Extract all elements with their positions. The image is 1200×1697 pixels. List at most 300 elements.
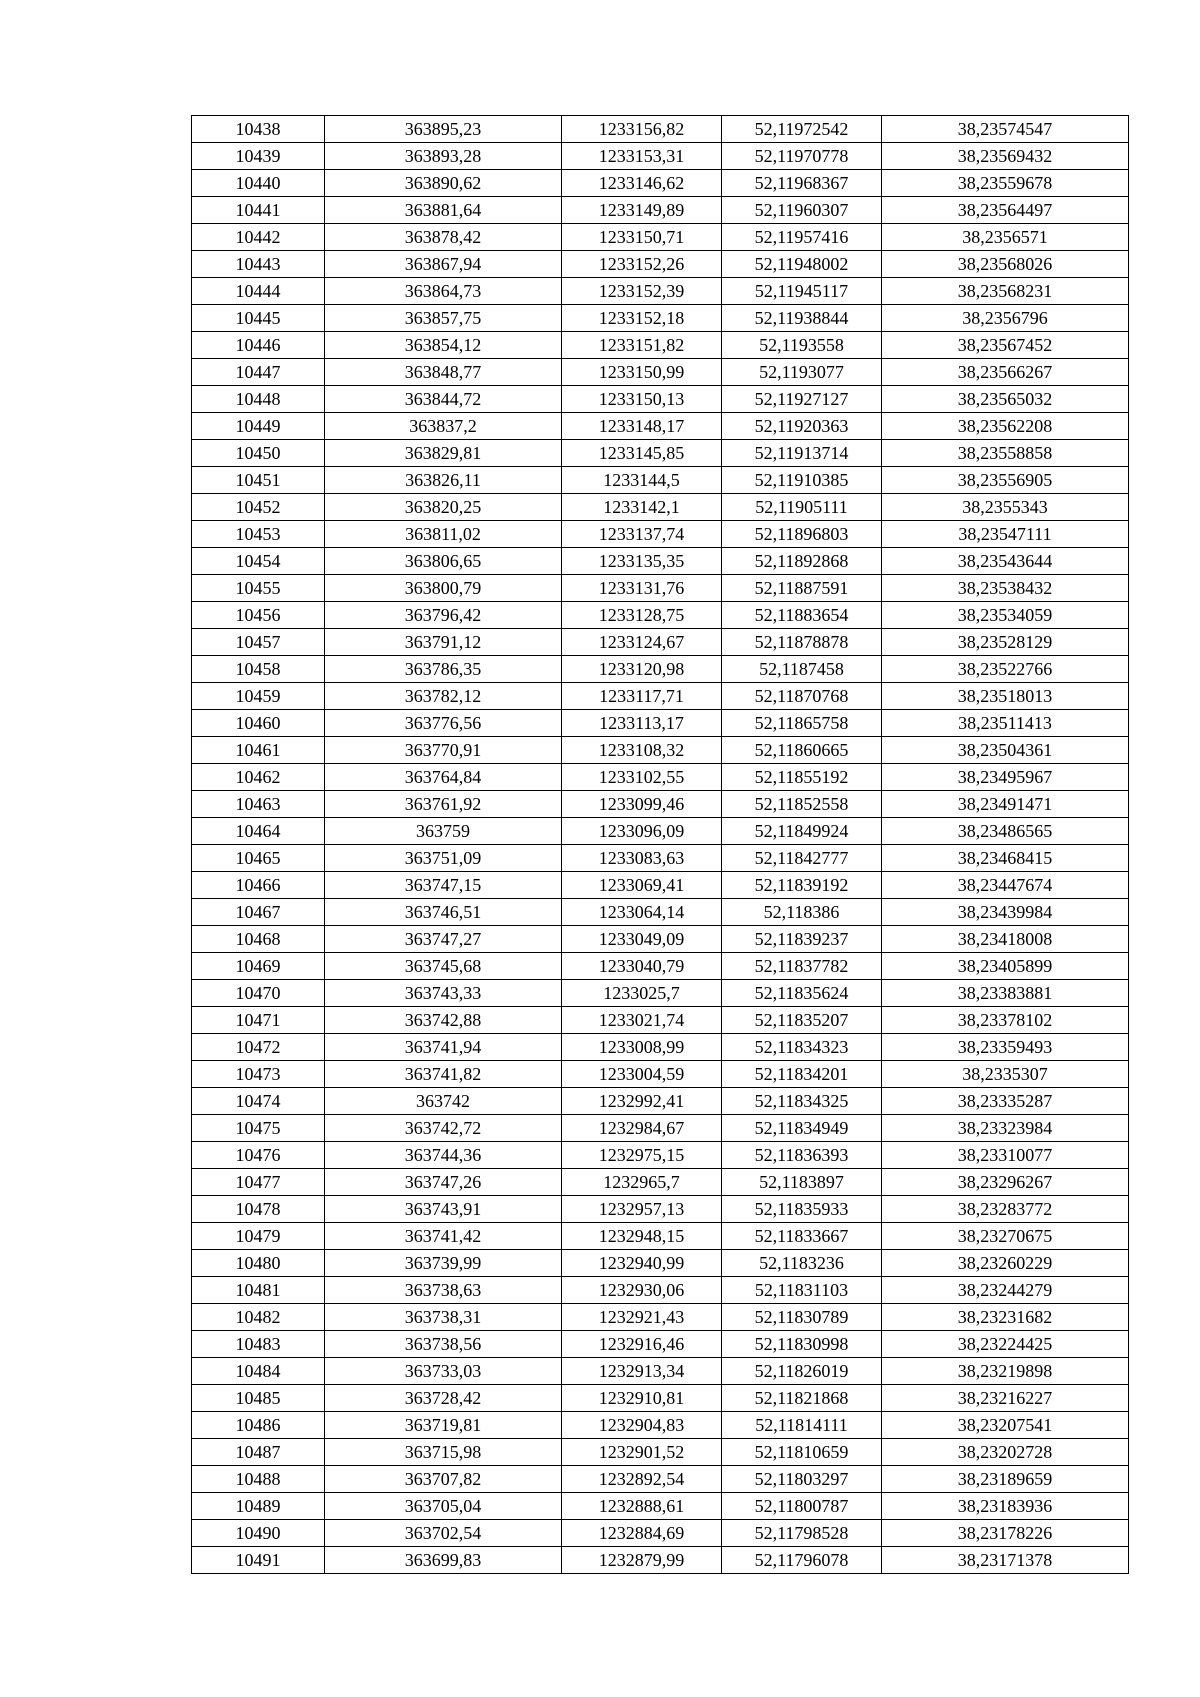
x-coordinate-cell: 363699,83 [325, 1547, 562, 1574]
point-number-cell: 10473 [192, 1061, 325, 1088]
point-number-cell: 10463 [192, 791, 325, 818]
latitude-cell: 52,11796078 [722, 1547, 882, 1574]
x-coordinate-cell: 363743,91 [325, 1196, 562, 1223]
longitude-cell: 38,23405899 [882, 953, 1129, 980]
table-row [192, 305, 1129, 332]
table-row [192, 494, 1129, 521]
y-coordinate-cell: 1232965,7 [562, 1169, 722, 1196]
table-row [192, 683, 1129, 710]
longitude-cell: 38,23566267 [882, 359, 1129, 386]
x-coordinate-cell: 363811,02 [325, 521, 562, 548]
x-coordinate-cell: 363747,27 [325, 926, 562, 953]
y-coordinate-cell: 1233131,76 [562, 575, 722, 602]
latitude-cell: 52,11837782 [722, 953, 882, 980]
longitude-cell: 38,23574547 [882, 116, 1129, 143]
latitude-cell: 52,11830998 [722, 1331, 882, 1358]
point-number-cell: 10465 [192, 845, 325, 872]
y-coordinate-cell: 1233113,17 [562, 710, 722, 737]
table-row [192, 1520, 1129, 1547]
y-coordinate-cell: 1233150,13 [562, 386, 722, 413]
y-coordinate-cell: 1233025,7 [562, 980, 722, 1007]
x-coordinate-cell: 363738,31 [325, 1304, 562, 1331]
y-coordinate-cell: 1233153,31 [562, 143, 722, 170]
table-row [192, 1007, 1129, 1034]
longitude-cell: 38,23447674 [882, 872, 1129, 899]
longitude-cell: 38,23260229 [882, 1250, 1129, 1277]
point-number-cell: 10454 [192, 548, 325, 575]
latitude-cell: 52,11835207 [722, 1007, 882, 1034]
y-coordinate-cell: 1232992,41 [562, 1088, 722, 1115]
longitude-cell: 38,23543644 [882, 548, 1129, 575]
latitude-cell: 52,11865758 [722, 710, 882, 737]
latitude-cell: 52,11834949 [722, 1115, 882, 1142]
longitude-cell: 38,2355343 [882, 494, 1129, 521]
point-number-cell: 10438 [192, 116, 325, 143]
longitude-cell: 38,23534059 [882, 602, 1129, 629]
x-coordinate-cell: 363761,92 [325, 791, 562, 818]
longitude-cell: 38,23189659 [882, 1466, 1129, 1493]
latitude-cell: 52,11839192 [722, 872, 882, 899]
latitude-cell: 52,11905111 [722, 494, 882, 521]
x-coordinate-cell: 363743,33 [325, 980, 562, 1007]
longitude-cell: 38,23468415 [882, 845, 1129, 872]
table-row [192, 629, 1129, 656]
latitude-cell: 52,11835933 [722, 1196, 882, 1223]
point-number-cell: 10461 [192, 737, 325, 764]
latitude-cell: 52,11834325 [722, 1088, 882, 1115]
latitude-cell: 52,1187458 [722, 656, 882, 683]
table-row [192, 1115, 1129, 1142]
table-row [192, 845, 1129, 872]
x-coordinate-cell: 363733,03 [325, 1358, 562, 1385]
y-coordinate-cell: 1233146,62 [562, 170, 722, 197]
latitude-cell: 52,11803297 [722, 1466, 882, 1493]
table-row [192, 818, 1129, 845]
point-number-cell: 10458 [192, 656, 325, 683]
y-coordinate-cell: 1233150,99 [562, 359, 722, 386]
point-number-cell: 10475 [192, 1115, 325, 1142]
y-coordinate-cell: 1233144,5 [562, 467, 722, 494]
point-number-cell: 10448 [192, 386, 325, 413]
y-coordinate-cell: 1233064,14 [562, 899, 722, 926]
point-number-cell: 10466 [192, 872, 325, 899]
y-coordinate-cell: 1233102,55 [562, 764, 722, 791]
table-row [192, 872, 1129, 899]
table-row [192, 899, 1129, 926]
x-coordinate-cell: 363741,94 [325, 1034, 562, 1061]
longitude-cell: 38,23178226 [882, 1520, 1129, 1547]
point-number-cell: 10462 [192, 764, 325, 791]
x-coordinate-cell: 363848,77 [325, 359, 562, 386]
point-number-cell: 10480 [192, 1250, 325, 1277]
latitude-cell: 52,11883654 [722, 602, 882, 629]
table-row [192, 1088, 1129, 1115]
table-row [192, 602, 1129, 629]
latitude-cell: 52,11834323 [722, 1034, 882, 1061]
latitude-cell: 52,1193558 [722, 332, 882, 359]
latitude-cell: 52,11960307 [722, 197, 882, 224]
table-row [192, 521, 1129, 548]
point-number-cell: 10452 [192, 494, 325, 521]
latitude-cell: 52,1193077 [722, 359, 882, 386]
table-row [192, 1385, 1129, 1412]
table-row [192, 116, 1129, 143]
latitude-cell: 52,11852558 [722, 791, 882, 818]
x-coordinate-cell: 363796,42 [325, 602, 562, 629]
point-number-cell: 10439 [192, 143, 325, 170]
point-number-cell: 10485 [192, 1385, 325, 1412]
longitude-cell: 38,23439984 [882, 899, 1129, 926]
latitude-cell: 52,11834201 [722, 1061, 882, 1088]
x-coordinate-cell: 363738,63 [325, 1277, 562, 1304]
x-coordinate-cell: 363782,12 [325, 683, 562, 710]
point-number-cell: 10447 [192, 359, 325, 386]
latitude-cell: 52,11833667 [722, 1223, 882, 1250]
point-number-cell: 10478 [192, 1196, 325, 1223]
longitude-cell: 38,23562208 [882, 413, 1129, 440]
x-coordinate-cell: 363895,23 [325, 116, 562, 143]
table-row [192, 980, 1129, 1007]
y-coordinate-cell: 1233137,74 [562, 521, 722, 548]
point-number-cell: 10474 [192, 1088, 325, 1115]
latitude-cell: 52,11835624 [722, 980, 882, 1007]
longitude-cell: 38,2335307 [882, 1061, 1129, 1088]
y-coordinate-cell: 1233004,59 [562, 1061, 722, 1088]
y-coordinate-cell: 1232879,99 [562, 1547, 722, 1574]
y-coordinate-cell: 1233083,63 [562, 845, 722, 872]
y-coordinate-cell: 1232904,83 [562, 1412, 722, 1439]
latitude-cell: 52,11920363 [722, 413, 882, 440]
point-number-cell: 10442 [192, 224, 325, 251]
point-number-cell: 10472 [192, 1034, 325, 1061]
x-coordinate-cell: 363826,11 [325, 467, 562, 494]
y-coordinate-cell: 1233040,79 [562, 953, 722, 980]
point-number-cell: 10484 [192, 1358, 325, 1385]
latitude-cell: 52,11821868 [722, 1385, 882, 1412]
table-row [192, 575, 1129, 602]
point-number-cell: 10483 [192, 1331, 325, 1358]
x-coordinate-cell: 363837,2 [325, 413, 562, 440]
table-row [192, 170, 1129, 197]
point-number-cell: 10481 [192, 1277, 325, 1304]
x-coordinate-cell: 363742 [325, 1088, 562, 1115]
point-number-cell: 10449 [192, 413, 325, 440]
y-coordinate-cell: 1233151,82 [562, 332, 722, 359]
point-number-cell: 10456 [192, 602, 325, 629]
x-coordinate-cell: 363759 [325, 818, 562, 845]
latitude-cell: 52,11896803 [722, 521, 882, 548]
table-row [192, 1196, 1129, 1223]
table-row [192, 1547, 1129, 1574]
longitude-cell: 38,23495967 [882, 764, 1129, 791]
x-coordinate-cell: 363776,56 [325, 710, 562, 737]
point-number-cell: 10489 [192, 1493, 325, 1520]
x-coordinate-cell: 363820,25 [325, 494, 562, 521]
y-coordinate-cell: 1233145,85 [562, 440, 722, 467]
table-row [192, 1061, 1129, 1088]
y-coordinate-cell: 1232913,34 [562, 1358, 722, 1385]
table-row [192, 1493, 1129, 1520]
x-coordinate-cell: 363728,42 [325, 1385, 562, 1412]
point-number-cell: 10457 [192, 629, 325, 656]
latitude-cell: 52,11810659 [722, 1439, 882, 1466]
table-row [192, 1250, 1129, 1277]
point-number-cell: 10479 [192, 1223, 325, 1250]
latitude-cell: 52,11910385 [722, 467, 882, 494]
point-number-cell: 10468 [192, 926, 325, 953]
latitude-cell: 52,11839237 [722, 926, 882, 953]
y-coordinate-cell: 1233152,18 [562, 305, 722, 332]
table-row [192, 1304, 1129, 1331]
latitude-cell: 52,11970778 [722, 143, 882, 170]
table-row [192, 251, 1129, 278]
x-coordinate-cell: 363786,35 [325, 656, 562, 683]
point-number-cell: 10476 [192, 1142, 325, 1169]
y-coordinate-cell: 1233128,75 [562, 602, 722, 629]
x-coordinate-cell: 363739,99 [325, 1250, 562, 1277]
y-coordinate-cell: 1232921,43 [562, 1304, 722, 1331]
y-coordinate-cell: 1233008,99 [562, 1034, 722, 1061]
point-number-cell: 10451 [192, 467, 325, 494]
longitude-cell: 38,23568231 [882, 278, 1129, 305]
x-coordinate-cell: 363893,28 [325, 143, 562, 170]
x-coordinate-cell: 363878,42 [325, 224, 562, 251]
x-coordinate-cell: 363738,56 [325, 1331, 562, 1358]
point-number-cell: 10469 [192, 953, 325, 980]
point-number-cell: 10487 [192, 1439, 325, 1466]
point-number-cell: 10460 [192, 710, 325, 737]
table-row [192, 1466, 1129, 1493]
y-coordinate-cell: 1233152,39 [562, 278, 722, 305]
latitude-cell: 52,11968367 [722, 170, 882, 197]
y-coordinate-cell: 1232892,54 [562, 1466, 722, 1493]
longitude-cell: 38,23567452 [882, 332, 1129, 359]
point-number-cell: 10470 [192, 980, 325, 1007]
longitude-cell: 38,23335287 [882, 1088, 1129, 1115]
y-coordinate-cell: 1232930,06 [562, 1277, 722, 1304]
point-number-cell: 10486 [192, 1412, 325, 1439]
table-row [192, 737, 1129, 764]
y-coordinate-cell: 1233142,1 [562, 494, 722, 521]
x-coordinate-cell: 363745,68 [325, 953, 562, 980]
table-row [192, 548, 1129, 575]
table-row [192, 926, 1129, 953]
y-coordinate-cell: 1233149,89 [562, 197, 722, 224]
latitude-cell: 52,11892868 [722, 548, 882, 575]
latitude-cell: 52,11913714 [722, 440, 882, 467]
latitude-cell: 52,11945117 [722, 278, 882, 305]
x-coordinate-cell: 363705,04 [325, 1493, 562, 1520]
table-row [192, 386, 1129, 413]
longitude-cell: 38,23183936 [882, 1493, 1129, 1520]
y-coordinate-cell: 1233069,41 [562, 872, 722, 899]
longitude-cell: 38,23522766 [882, 656, 1129, 683]
x-coordinate-cell: 363702,54 [325, 1520, 562, 1547]
latitude-cell: 52,11830789 [722, 1304, 882, 1331]
y-coordinate-cell: 1233049,09 [562, 926, 722, 953]
y-coordinate-cell: 1233156,82 [562, 116, 722, 143]
table-row [192, 332, 1129, 359]
y-coordinate-cell: 1232901,52 [562, 1439, 722, 1466]
x-coordinate-cell: 363770,91 [325, 737, 562, 764]
y-coordinate-cell: 1232975,15 [562, 1142, 722, 1169]
table-row [192, 224, 1129, 251]
y-coordinate-cell: 1233124,67 [562, 629, 722, 656]
longitude-cell: 38,23224425 [882, 1331, 1129, 1358]
longitude-cell: 38,23219898 [882, 1358, 1129, 1385]
table-row [192, 791, 1129, 818]
x-coordinate-cell: 363800,79 [325, 575, 562, 602]
table-row [192, 710, 1129, 737]
point-number-cell: 10444 [192, 278, 325, 305]
longitude-cell: 38,23202728 [882, 1439, 1129, 1466]
table-row [192, 1169, 1129, 1196]
latitude-cell: 52,11957416 [722, 224, 882, 251]
longitude-cell: 38,2356796 [882, 305, 1129, 332]
y-coordinate-cell: 1233148,17 [562, 413, 722, 440]
y-coordinate-cell: 1232916,46 [562, 1331, 722, 1358]
point-number-cell: 10443 [192, 251, 325, 278]
y-coordinate-cell: 1232984,67 [562, 1115, 722, 1142]
table-row [192, 467, 1129, 494]
longitude-cell: 38,23383881 [882, 980, 1129, 1007]
longitude-cell: 38,23207541 [882, 1412, 1129, 1439]
point-number-cell: 10471 [192, 1007, 325, 1034]
y-coordinate-cell: 1232957,13 [562, 1196, 722, 1223]
longitude-cell: 38,23556905 [882, 467, 1129, 494]
x-coordinate-cell: 363867,94 [325, 251, 562, 278]
table-row [192, 764, 1129, 791]
x-coordinate-cell: 363744,36 [325, 1142, 562, 1169]
point-number-cell: 10482 [192, 1304, 325, 1331]
longitude-cell: 38,2356571 [882, 224, 1129, 251]
longitude-cell: 38,23558858 [882, 440, 1129, 467]
x-coordinate-cell: 363806,65 [325, 548, 562, 575]
latitude-cell: 52,1183236 [722, 1250, 882, 1277]
table-row [192, 1412, 1129, 1439]
y-coordinate-cell: 1233152,26 [562, 251, 722, 278]
point-number-cell: 10446 [192, 332, 325, 359]
table-row [192, 1331, 1129, 1358]
x-coordinate-cell: 363829,81 [325, 440, 562, 467]
latitude-cell: 52,11855192 [722, 764, 882, 791]
point-number-cell: 10477 [192, 1169, 325, 1196]
x-coordinate-cell: 363742,72 [325, 1115, 562, 1142]
y-coordinate-cell: 1233135,35 [562, 548, 722, 575]
x-coordinate-cell: 363741,82 [325, 1061, 562, 1088]
longitude-cell: 38,23283772 [882, 1196, 1129, 1223]
latitude-cell: 52,11948002 [722, 251, 882, 278]
y-coordinate-cell: 1233120,98 [562, 656, 722, 683]
x-coordinate-cell: 363747,15 [325, 872, 562, 899]
longitude-cell: 38,23310077 [882, 1142, 1129, 1169]
longitude-cell: 38,23564497 [882, 197, 1129, 224]
coordinates-table [191, 115, 1129, 1574]
table-row [192, 1142, 1129, 1169]
x-coordinate-cell: 363747,26 [325, 1169, 562, 1196]
longitude-cell: 38,23518013 [882, 683, 1129, 710]
longitude-cell: 38,23538432 [882, 575, 1129, 602]
longitude-cell: 38,23511413 [882, 710, 1129, 737]
longitude-cell: 38,23323984 [882, 1115, 1129, 1142]
table-row [192, 1358, 1129, 1385]
point-number-cell: 10459 [192, 683, 325, 710]
latitude-cell: 52,11927127 [722, 386, 882, 413]
y-coordinate-cell: 1233021,74 [562, 1007, 722, 1034]
table-row [192, 197, 1129, 224]
longitude-cell: 38,23296267 [882, 1169, 1129, 1196]
latitude-cell: 52,11814111 [722, 1412, 882, 1439]
point-number-cell: 10450 [192, 440, 325, 467]
y-coordinate-cell: 1233096,09 [562, 818, 722, 845]
x-coordinate-cell: 363751,09 [325, 845, 562, 872]
x-coordinate-cell: 363791,12 [325, 629, 562, 656]
x-coordinate-cell: 363881,64 [325, 197, 562, 224]
longitude-cell: 38,23378102 [882, 1007, 1129, 1034]
latitude-cell: 52,11849924 [722, 818, 882, 845]
point-number-cell: 10467 [192, 899, 325, 926]
y-coordinate-cell: 1232948,15 [562, 1223, 722, 1250]
table-row [192, 440, 1129, 467]
longitude-cell: 38,23486565 [882, 818, 1129, 845]
latitude-cell: 52,11826019 [722, 1358, 882, 1385]
longitude-cell: 38,23270675 [882, 1223, 1129, 1250]
latitude-cell: 52,11798528 [722, 1520, 882, 1547]
latitude-cell: 52,11972542 [722, 116, 882, 143]
longitude-cell: 38,23528129 [882, 629, 1129, 656]
longitude-cell: 38,23547111 [882, 521, 1129, 548]
point-number-cell: 10445 [192, 305, 325, 332]
longitude-cell: 38,23504361 [882, 737, 1129, 764]
x-coordinate-cell: 363741,42 [325, 1223, 562, 1250]
latitude-cell: 52,11938844 [722, 305, 882, 332]
y-coordinate-cell: 1233108,32 [562, 737, 722, 764]
x-coordinate-cell: 363844,72 [325, 386, 562, 413]
table-row [192, 953, 1129, 980]
x-coordinate-cell: 363854,12 [325, 332, 562, 359]
x-coordinate-cell: 363864,73 [325, 278, 562, 305]
latitude-cell: 52,11836393 [722, 1142, 882, 1169]
latitude-cell: 52,11831103 [722, 1277, 882, 1304]
y-coordinate-cell: 1232888,61 [562, 1493, 722, 1520]
x-coordinate-cell: 363764,84 [325, 764, 562, 791]
point-number-cell: 10455 [192, 575, 325, 602]
y-coordinate-cell: 1232940,99 [562, 1250, 722, 1277]
longitude-cell: 38,23569432 [882, 143, 1129, 170]
table-row [192, 1223, 1129, 1250]
point-number-cell: 10488 [192, 1466, 325, 1493]
longitude-cell: 38,23359493 [882, 1034, 1129, 1061]
longitude-cell: 38,23568026 [882, 251, 1129, 278]
latitude-cell: 52,11870768 [722, 683, 882, 710]
longitude-cell: 38,23565032 [882, 386, 1129, 413]
longitude-cell: 38,23231682 [882, 1304, 1129, 1331]
y-coordinate-cell: 1233099,46 [562, 791, 722, 818]
table-row [192, 278, 1129, 305]
table-row [192, 1277, 1129, 1304]
latitude-cell: 52,1183897 [722, 1169, 882, 1196]
table-row [192, 143, 1129, 170]
point-number-cell: 10440 [192, 170, 325, 197]
latitude-cell: 52,11878878 [722, 629, 882, 656]
x-coordinate-cell: 363890,62 [325, 170, 562, 197]
y-coordinate-cell: 1232884,69 [562, 1520, 722, 1547]
point-number-cell: 10453 [192, 521, 325, 548]
longitude-cell: 38,23491471 [882, 791, 1129, 818]
latitude-cell: 52,118386 [722, 899, 882, 926]
x-coordinate-cell: 363746,51 [325, 899, 562, 926]
table-row [192, 359, 1129, 386]
